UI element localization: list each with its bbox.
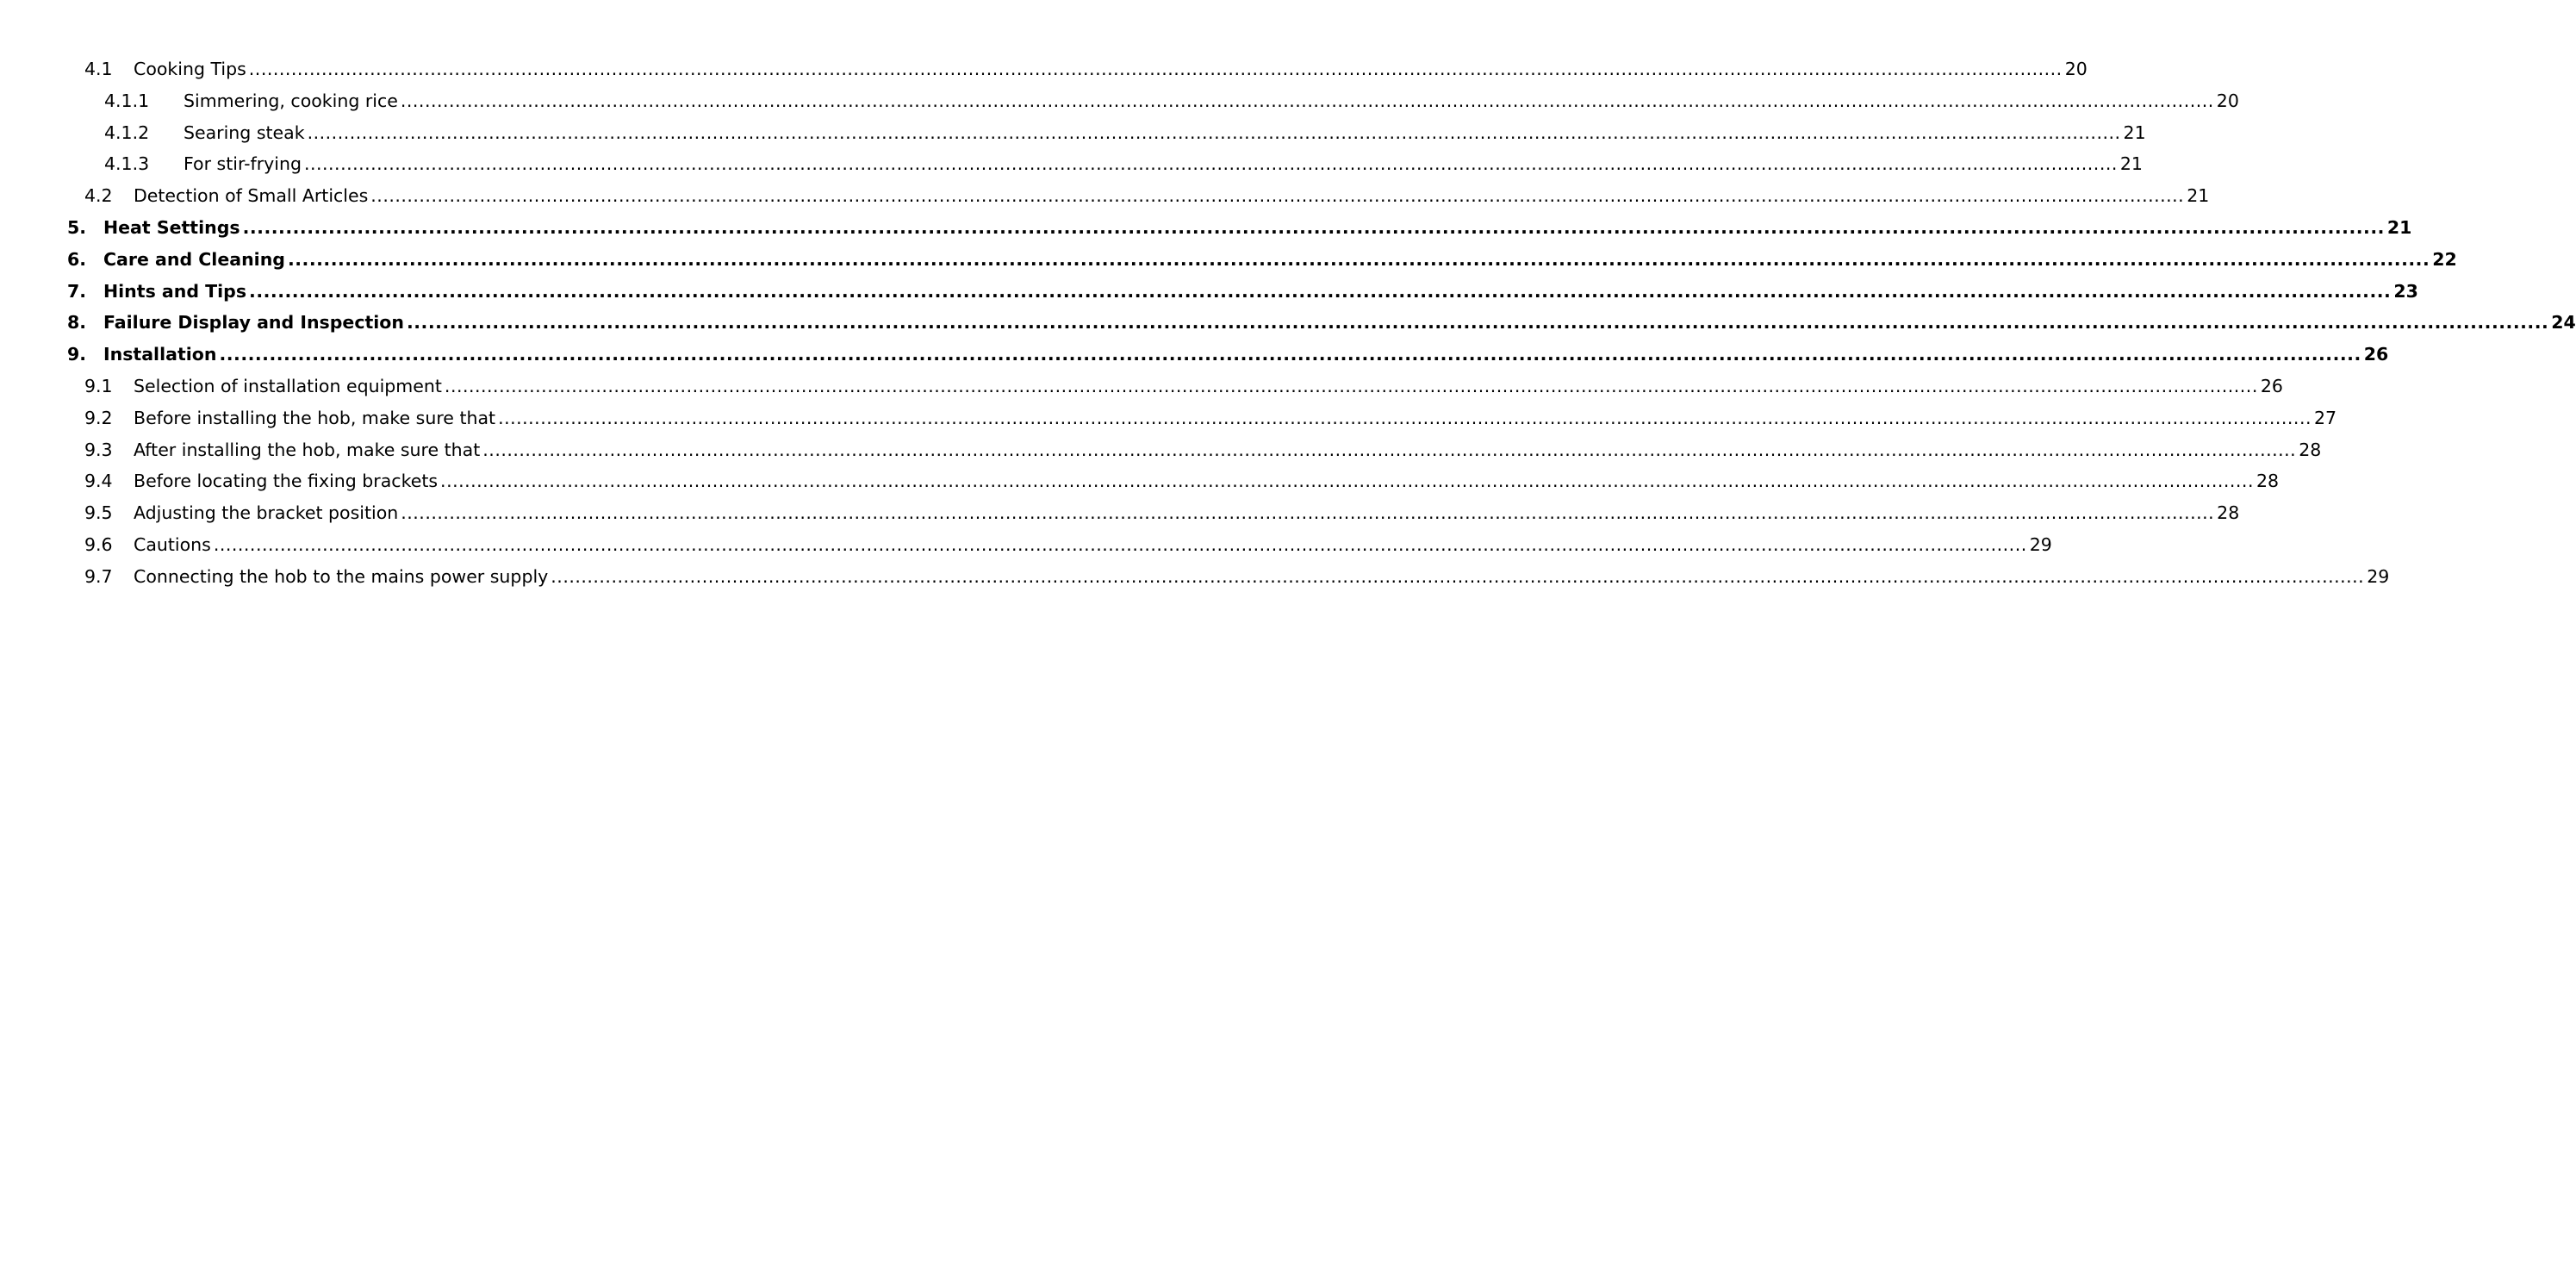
toc-title: Heat Settings — [103, 216, 240, 238]
toc-title: Searing steak — [184, 122, 305, 143]
toc-title: Simmering, cooking rice — [184, 90, 398, 111]
toc-dot-leader: ............................................................................................................................................................................................................................................................................................................ — [219, 344, 2361, 365]
toc-number: 6. — [67, 248, 87, 270]
toc-dot-leader: ............................................................................................................................................................................................................................................................................................................ — [444, 375, 2258, 396]
toc-row[interactable] — [0, 465, 2280, 497]
toc-number: 9.4 — [84, 471, 113, 492]
toc-title: Before locating the fixing brackets — [134, 471, 439, 492]
toc-row[interactable] — [0, 402, 2337, 434]
toc-number: 9.2 — [84, 407, 113, 428]
toc-page-number: 26 — [2363, 344, 2389, 365]
toc-page-number: 21 — [2386, 216, 2412, 238]
toc-title: Cautions — [134, 533, 211, 555]
toc-title: Before installing the hob, make sure that — [134, 407, 496, 428]
toc-page-number: 26 — [2260, 375, 2283, 396]
toc-entry — [134, 371, 2283, 402]
toc-entry — [103, 339, 2389, 371]
toc-dot-leader: ............................................................................................................................................................................................................................................................................................................ — [249, 280, 2392, 302]
toc-page-number: 20 — [2064, 59, 2088, 79]
toc-entry — [134, 180, 2210, 212]
toc-title: Detection of Small Articles — [134, 185, 369, 207]
toc-entry — [103, 244, 2457, 276]
toc-entry — [134, 402, 2337, 434]
toc-page-number: 28 — [2217, 502, 2240, 524]
toc-page-number: 24 — [2551, 312, 2576, 334]
toc-dot-leader: ............................................................................................................................................................................................................................................................................................................ — [400, 90, 2214, 111]
toc-dot-leader: ............................................................................................................................................................................................................................................................................................................ — [406, 312, 2549, 334]
toc-page-number: 21 — [2123, 122, 2146, 143]
toc-row[interactable] — [0, 561, 2390, 593]
toc-page-number: 29 — [2367, 565, 2390, 587]
toc-row[interactable] — [0, 117, 2146, 149]
toc-page-number: 28 — [2256, 471, 2280, 492]
toc-number: 5. — [67, 216, 87, 238]
toc-title: Installation — [103, 344, 217, 365]
toc-page-number: 27 — [2314, 407, 2337, 428]
toc-row[interactable] — [0, 371, 2283, 402]
toc-row[interactable] — [0, 85, 2239, 117]
toc-dot-leader: ............................................................................................................................................................................................................................................................................................................ — [287, 248, 2430, 270]
toc-number: 7. — [67, 280, 87, 302]
table-of-contents — [0, 53, 2576, 593]
toc-dot-leader: ............................................................................................................................................................................................................................................................................................................ — [482, 439, 2297, 460]
toc-row[interactable] — [0, 276, 2418, 308]
toc-row[interactable] — [0, 339, 2389, 371]
toc-entry — [103, 276, 2418, 308]
toc-page-number: 21 — [2119, 153, 2143, 175]
toc-dot-leader: ............................................................................................................................................................................................................................................................................................................ — [303, 153, 2118, 175]
toc-dot-leader: ............................................................................................................................................................................................................................................................................................................ — [440, 471, 2254, 492]
toc-title: After installing the hob, make sure that — [134, 439, 481, 460]
toc-row[interactable] — [0, 180, 2210, 212]
toc-dot-leader: ............................................................................................................................................................................................................................................................................................................ — [307, 122, 2121, 143]
toc-title: Cooking Tips — [134, 59, 246, 79]
toc-row[interactable] — [0, 53, 2088, 85]
toc-row[interactable] — [0, 148, 2143, 180]
toc-entry — [184, 117, 2146, 149]
toc-dot-leader: ............................................................................................................................................................................................................................................................................................................ — [551, 565, 2365, 587]
toc-title: Care and Cleaning — [103, 248, 285, 270]
toc-title: Selection of installation equipment — [134, 375, 442, 396]
toc-entry — [134, 434, 2322, 466]
toc-entry — [134, 529, 2052, 561]
toc-number: 9.6 — [84, 533, 113, 555]
toc-page-number: 23 — [2393, 280, 2418, 302]
toc-page-number: 28 — [2299, 439, 2322, 460]
toc-number: 9.1 — [84, 375, 113, 396]
toc-entry — [184, 85, 2239, 117]
toc-title: Hints and Tips — [103, 280, 247, 302]
toc-row[interactable] — [0, 434, 2322, 466]
toc-entry — [134, 561, 2390, 593]
toc-page-number: 29 — [2029, 533, 2052, 555]
toc-entry — [134, 53, 2088, 85]
toc-dot-leader: ............................................................................................................................................................................................................................................................................................................ — [370, 185, 2185, 207]
toc-dot-leader: ............................................................................................................................................................................................................................................................................................................ — [213, 533, 2027, 555]
toc-number: 9.5 — [84, 502, 113, 524]
toc-entry — [184, 148, 2143, 180]
toc-page-number: 21 — [2187, 185, 2210, 207]
toc-title: Failure Display and Inspection — [103, 312, 404, 334]
toc-number: 4.1.2 — [104, 122, 150, 143]
toc-dot-leader: ............................................................................................................................................................................................................................................................................................................ — [242, 216, 2385, 238]
toc-page-number: 22 — [2432, 248, 2457, 270]
toc-number: 8. — [67, 312, 87, 334]
toc-number: 9. — [67, 344, 87, 365]
toc-number: 9.7 — [84, 565, 113, 587]
toc-number: 4.1.1 — [104, 90, 150, 111]
toc-number: 9.3 — [84, 439, 113, 460]
toc-number: 4.1.3 — [104, 153, 150, 175]
toc-row[interactable] — [0, 529, 2052, 561]
toc-title: Connecting the hob to the mains power supply — [134, 565, 549, 587]
toc-dot-leader: ............................................................................................................................................................................................................................................................................................................ — [401, 502, 2215, 524]
toc-entry — [134, 465, 2280, 497]
toc-row[interactable] — [0, 307, 2576, 339]
toc-title: For stir-frying — [184, 153, 302, 175]
toc-page-number: 20 — [2216, 90, 2239, 111]
toc-entry — [103, 212, 2412, 244]
toc-row[interactable] — [0, 244, 2457, 276]
toc-dot-leader: ............................................................................................................................................................................................................................................................................................................ — [248, 59, 2063, 79]
toc-number: 4.2 — [84, 185, 113, 207]
toc-number: 4.1 — [84, 59, 113, 79]
toc-row[interactable] — [0, 497, 2240, 529]
toc-title: Adjusting the bracket position — [134, 502, 399, 524]
toc-dot-leader: ............................................................................................................................................................................................................................................................................................................ — [498, 407, 2312, 428]
toc-entry — [134, 497, 2240, 529]
toc-row[interactable] — [0, 212, 2412, 244]
toc-entry — [103, 307, 2576, 339]
